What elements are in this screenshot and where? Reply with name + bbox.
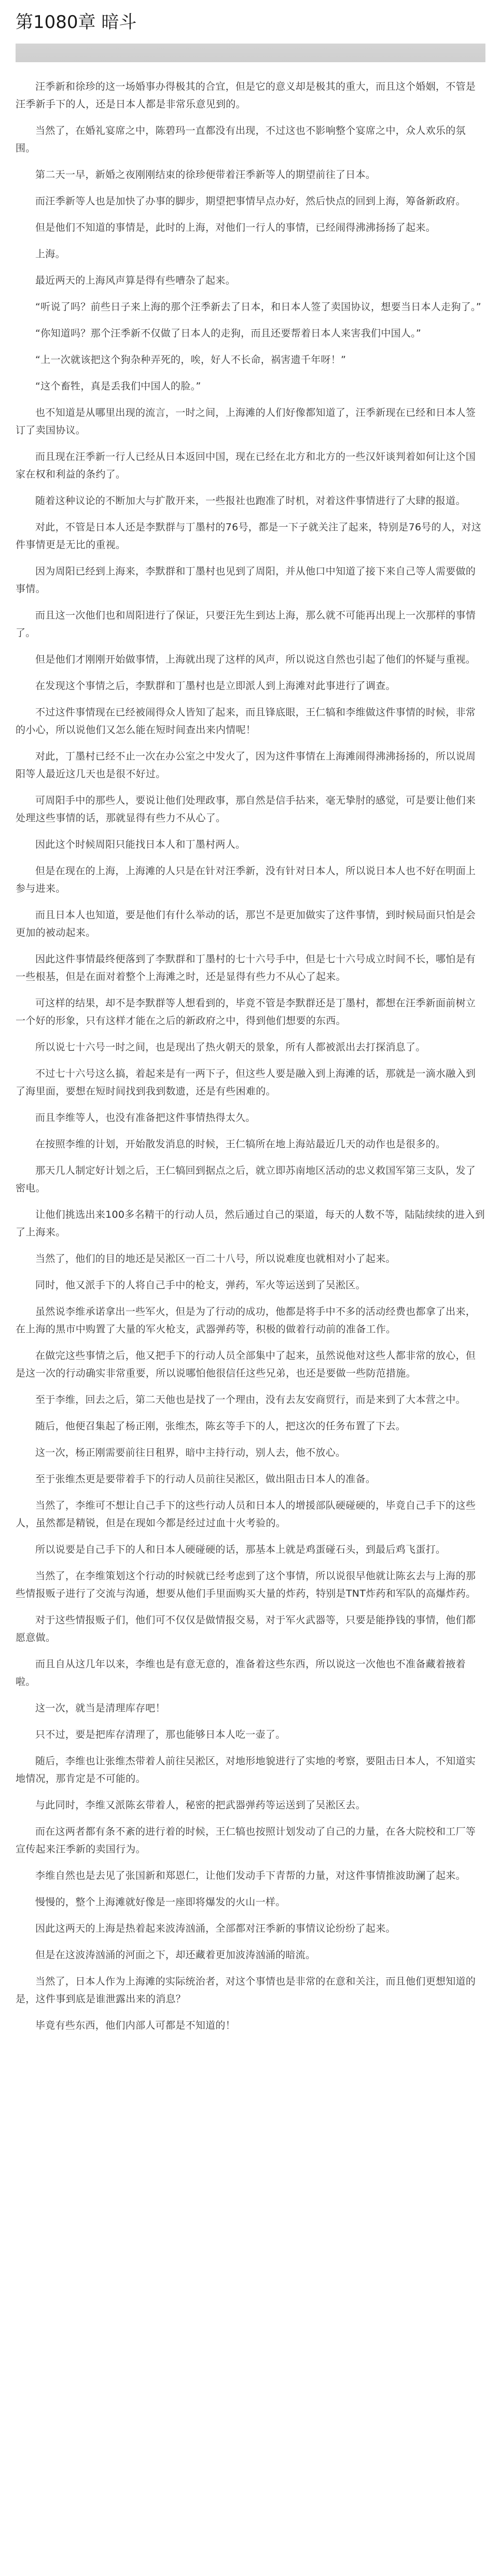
paragraph: 而且自从这几年以来，李维也是有意无意的，准备着这些东西，所以说这一次他也不准备藏着掖着啦。 [16, 1658, 466, 1687]
paragraph: 随后，李维也让张维杰带着人前往吴淞区，对地形地貌进行了实地的考察，要阻击日本人，不知道实地情况，那肯定是不可能的。 [16, 1755, 476, 1784]
chapter-content [16, 78, 485, 2034]
paragraph: 对此，丁墨村已经不止一次在办公室之中发火了，因为这件事情在上海滩闹得沸沸扬扬的，所以说周阳等人最近这几天也是很不好过。 [16, 751, 476, 780]
chapter-title: 第1080章 暗斗 [16, 12, 137, 33]
paragraph: 不过这件事情现在已经被闹得众人皆知了起来，而且锋底眼，王仁犒和李维做这件事情的时候，非常的小心，所以说他们又怎么能在短时间查出来内情呢！ [16, 707, 476, 736]
paragraph: “听说了吗？前些日子来上海的那个汪季新去了日本，和日本人签了卖国协议，想要当日本人走狗了。” [35, 301, 481, 313]
paragraph: 也不知道是从哪里出现的流言，一时之间，上海滩的人们好像都知道了，汪季新现在已经和日本人签订了卖国协议。 [16, 407, 476, 436]
paragraph: 不过七十六号这么搞，着起来是有一两下子，但这些人要是融入到上海滩的话，那就是一滴水融入到了海里面，要想在短时间找到我到数遗，还是有些困难的。 [16, 1068, 476, 1097]
paragraph: 但是在这波涛汹涌的河面之下，却还藏着更加波涛汹涌的暗流。 [35, 1949, 316, 1961]
paragraph: 而且现在汪季新一行人已经从日本返回中国，现在已经在北方和北方的一些汉奸谈判着如何让这个国家在权和利益的条约了。 [16, 451, 476, 480]
paragraph: 虽然说李维承诺拿出一些军火，但是为了行动的成功，他都是将手中不多的活动经费也都拿了出来，在上海的黑市中购置了大量的军火枪支，武器弹药等，积极的做着行动前的准备工作。 [16, 1306, 476, 1335]
paragraph: 因此这个时候周阳只能找日本人和丁墨村两人。 [35, 839, 246, 850]
paragraph: 这一次，杨正刚需要前往日租界，暗中主持行动，别人去，他不放心。 [35, 1447, 346, 1458]
paragraph: “这个畜牲，真是丢我们中国人的脸。” [35, 381, 201, 392]
paragraph: 可这样的结果，却不是李默群等人想看到的，毕竟不管是李默群还是丁墨村，都想在汪季新面前树立一个好的形象，只有这样才能在之后的新政府之中，得到他们想要的东西。 [16, 997, 476, 1026]
paragraph: 因为周阳已经到上海来，李默群和丁墨村也见到了周阳，并从他口中知道了接下来自己等人需要做的事情。 [16, 566, 476, 595]
paragraph: “上一次就该把这个狗杂种弄死的，唉，好人不长命，祸害遗千年呀！” [35, 354, 346, 365]
paragraph: 但是在现在的上海，上海滩的人只是在针对汪季新，没有针对日本人，所以说日本人也不好在明面上参与进来。 [16, 865, 476, 894]
paragraph: 而且李维等人，也没有准备把这件事情热得太久。 [35, 1112, 256, 1123]
paragraph: 但是他们不知道的事情是，此时的上海，对他们一行人的事情，已经闹得沸沸扬扬了起来。 [35, 222, 436, 233]
paragraph: 在发现这个事情之后，李默群和丁墨村也是立即派人到上海滩对此事进行了调查。 [35, 680, 396, 692]
paragraph: “你知道吗？那个汪季新不仅做了日本人的走狗，而且还要帮着日本人来害我们中国人。” [35, 328, 422, 339]
paragraph: 至于张维杰更是要带着手下的行动人员前往吴淞区，做出阻击日本人的准备。 [35, 1473, 376, 1485]
paragraph: 随后，他便召集起了杨正刚，张维杰，陈玄等手下的人，把这次的任务布置了下去。 [35, 1420, 406, 1432]
paragraph: 而汪季新等人也是加快了办事的脚步，期望把事情早点办好，然后快点的回到上海，筹备新政府。 [35, 195, 466, 207]
paragraph: 这一次，就当是清理库存吧！ [35, 1702, 165, 1714]
paragraph: 在做完这些事情之后，他又把手下的行动人员全部集中了起来，虽然说他对这些人都非常的放心，但是这一次的行动确实非常重要，所以说哪怕他很信任这些兄弟，也还是要做一些防范措施。 [16, 1350, 476, 1379]
paragraph: 那天几人制定好计划之后，王仁犒回到据点之后，就立即苏南地区活动的忠义救国军第三支队，发了密电。 [16, 1165, 476, 1194]
paragraph: 当然了，他们的目的地还是吴淞区一百二十八号，所以说难度也就相对小了起来。 [35, 1253, 396, 1264]
paragraph: 所以说要是自己手下的人和日本人硬碰硬的话，那基本上就是鸡蛋碰石头，到最后鸡飞蛋打。 [35, 1544, 446, 1555]
paragraph: 当然了，在婚礼宴席之中，陈碧玛一直都没有出现，不过这也不影响整个宴席之中，众人欢乐的氛围。 [16, 125, 466, 154]
paragraph: 而在这两者都有条不紊的进行着的时候，王仁犒也按照计划发动了自己的力量，在各大院校和工厂等宣传起来汪季新的卖国行为。 [16, 1826, 476, 1855]
paragraph: 汪季新和徐珍的这一场婚事办得极其的合宜，但是它的意义却是极其的重大，而且这个婚姻，不管是汪季新手下的人，还是日本人都是非常乐意见到的。 [16, 81, 476, 110]
paragraph: 可周阳手中的那些人，要说让他们处理政事，那自然是信手拈来，毫无挚肘的感觉，可是要让他们来处理这些事情的话，那就显得有些力不从心了。 [16, 795, 476, 824]
paragraph: 当然了，在李维策划这个行动的时候就已经考虑到了这个事情，所以说很早他就让陈玄去与上海的那些情报贩子进行了交流与沟通，想要从他们手里面购买大量的炸药，特别是TNT炸药和军队的高爆炸药。 [16, 1570, 476, 1599]
paragraph: 随着这种议论的不断加大与扩散开来，一些报社也跑准了时机，对着这件事情进行了大肆的报道。 [35, 495, 466, 506]
title-divider [16, 44, 485, 62]
paragraph: 在按照李维的计划，开始散发消息的时候，王仁犒所在地上海站最近几天的动作也是很多的。 [35, 1138, 446, 1150]
paragraph: 第二天一早，新婚之夜刚刚结束的徐珍便带着汪季新等人的期望前往了日本。 [35, 169, 376, 180]
paragraph: 而且这一次他们也和周阳进行了保证，只要汪先生到达上海，那么就不可能再出现上一次那样的事情了。 [16, 610, 476, 639]
paragraph: 让他们挑选出来100多名精干的行动人员，然后通过自己的渠道，每天的人数不等，陆陆续续的进入到了上海来。 [16, 1209, 485, 1238]
paragraph: 而且日本人也知道，要是他们有什么举动的话，那岂不是更加做实了这件事情，到时候局面只怕是会更加的被动起来。 [16, 909, 476, 938]
paragraph: 上海。 [35, 248, 65, 260]
paragraph: 只不过，要是把库存清理了，那也能够日本人吃一壶了。 [35, 1729, 286, 1740]
paragraph: 对此，不管是日本人还是李默群与丁墨村的76号，都是一下子就关注了起来，特别是76号的人，对这件事情更是无比的重视。 [16, 522, 482, 551]
paragraph: 因此这两天的上海是热着起来波涛汹涌，全部都对汪季新的事情议论纷纷了起来。 [35, 1923, 396, 1934]
paragraph: 当然了，日本人作为上海滩的实际统治者，对这个事情也是非常的在意和关注，而且他们更想知道的是，这件事到底是谁泄露出来的消息？ [16, 1976, 476, 2005]
paragraph: 最近两天的上海风声算是得有些嘈杂了起来。 [35, 275, 236, 286]
paragraph: 因此这件事情最终便落到了李默群和丁墨村的七十六号手中，但是七十六号成立时间不长，哪怕是有一些根基，但是在面对着整个上海滩之时，还是显得有些力不从心了起来。 [16, 953, 476, 982]
paragraph: 慢慢的，整个上海滩就好像是一座即将爆发的火山一样。 [35, 1896, 286, 1908]
paragraph: 同时，他又派手下的人将自己手中的枪支，弹药，军火等运送到了吴淞区。 [35, 1279, 366, 1291]
paragraph: 李维自然也是去见了张国新和郑恩仁，让他们发动手下青帮的力量，对这件事情推波助澜了起来。 [35, 1870, 466, 1881]
paragraph: 当然了，李维可不想让自己手下的这些行动人员和日本人的增援部队硬碰硬的，毕竟自己手下的这些人，虽然都是精锐，但是在现如今都是经过过血十火考验的。 [16, 1500, 476, 1529]
paragraph: 至于李维，回去之后，第二天他也是找了一个理由，没有去友安商贸行，而是来到了大本营之中。 [35, 1394, 466, 1405]
paragraph: 与此同时，李维又派陈玄带着人，秘密的把武器弹药等运送到了吴淞区去。 [35, 1799, 366, 1811]
paragraph: 毕竟有些东西，他们内部人可都是不知道的！ [35, 2020, 236, 2031]
paragraph: 对于这些情报贩子们，他们可不仅仅是做情报交易，对于军火武器等，只要是能挣钱的事情，他们都愿意做。 [16, 1614, 476, 1643]
paragraph: 所以说七十六号一时之间，也是现出了热火朝天的景象，所有人都被派出去打探消息了。 [35, 1041, 426, 1053]
paragraph: 但是他们才刚刚开始做事情，上海就出现了这样的风声，所以说这自然也引起了他们的怀疑与重视。 [35, 654, 476, 665]
